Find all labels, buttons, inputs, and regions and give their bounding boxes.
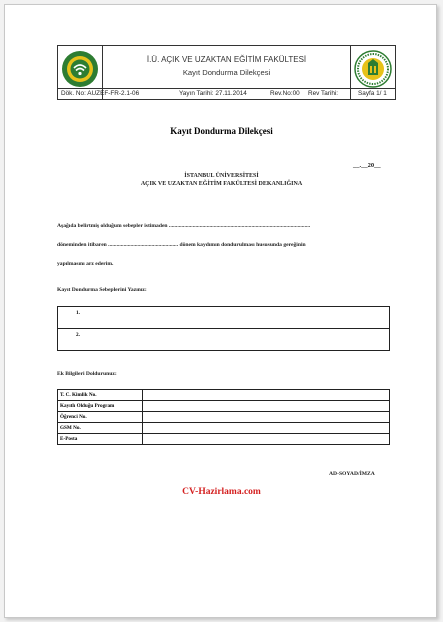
table-row: [58, 401, 390, 412]
signature-label: AD-SOYAD/İMZA: [329, 471, 375, 477]
field-value-gsm[interactable]: [143, 423, 390, 434]
reason-field-1[interactable]: 1.: [58, 307, 390, 329]
body-line-2: döneminden itibaren .................................................. dönem kaydımın dondurulması hususunda gereğinin: [57, 242, 306, 248]
field-value-email[interactable]: [143, 434, 390, 445]
form-name: Kayıt Dondurma Dilekçesi: [182, 68, 271, 77]
field-label: E-Posta: [58, 434, 143, 445]
revision-date: Rev Tarihi:: [308, 90, 339, 97]
body-line-3: yapılmasını arz ederim.: [57, 261, 114, 267]
revision-number: Rev.No:00: [270, 90, 300, 97]
form-header: [57, 45, 396, 100]
university-seal-icon: [354, 50, 392, 88]
table-row: [58, 307, 390, 329]
auzef-logo-icon: [61, 50, 99, 88]
reason-field-2[interactable]: 2.: [58, 329, 390, 351]
document-title: Kayıt Dondurma Dilekçesi: [170, 126, 273, 136]
table-row: [58, 434, 390, 445]
field-value-student-no[interactable]: [143, 412, 390, 423]
faculty-name: İ.Ü. AÇIK VE UZAKTAN EĞİTİM FAKÜLTESİ: [146, 55, 307, 64]
document-page: [4, 4, 437, 618]
body-line-1: Aşağıda belirtmiş olduğum sebepler istimaden .....................................................................................................: [57, 223, 311, 229]
table-row: [58, 390, 390, 401]
table-row: [58, 423, 390, 434]
extra-info-table: [57, 389, 390, 445]
field-label: GSM No.: [58, 423, 143, 434]
field-label: Öğrenci No.: [58, 412, 143, 423]
field-label: T. C. Kimlik No.: [58, 390, 143, 401]
addressee-dean: AÇIK VE UZAKTAN EĞİTİM FAKÜLTESİ DEKANLIĞINA: [140, 181, 303, 187]
table-row: [58, 412, 390, 423]
field-value-program[interactable]: [143, 401, 390, 412]
doc-number: Dök. No: AUZEF-FR-2.1-06: [61, 90, 140, 97]
publish-date: Yayın Tarihi: 27.11.2014: [179, 90, 247, 97]
reasons-table: [57, 306, 390, 351]
site-watermark: CV-Hazirlama.com: [182, 487, 261, 497]
date-line: __.__20__: [353, 162, 381, 169]
field-value-tc-id[interactable]: [143, 390, 390, 401]
field-label: Kayıtlı Olduğu Program: [58, 401, 143, 412]
page-number: Sayfa 1/ 1: [358, 90, 387, 97]
addressee-university: İSTANBUL ÜNİVERSİTESİ: [184, 173, 259, 179]
table-row: [58, 329, 390, 351]
extra-info-heading: Ek Bilgileri Doldurunuz:: [57, 371, 117, 377]
reasons-heading: Kayıt Dondurma Sebeplerini Yazınız:: [57, 287, 147, 293]
